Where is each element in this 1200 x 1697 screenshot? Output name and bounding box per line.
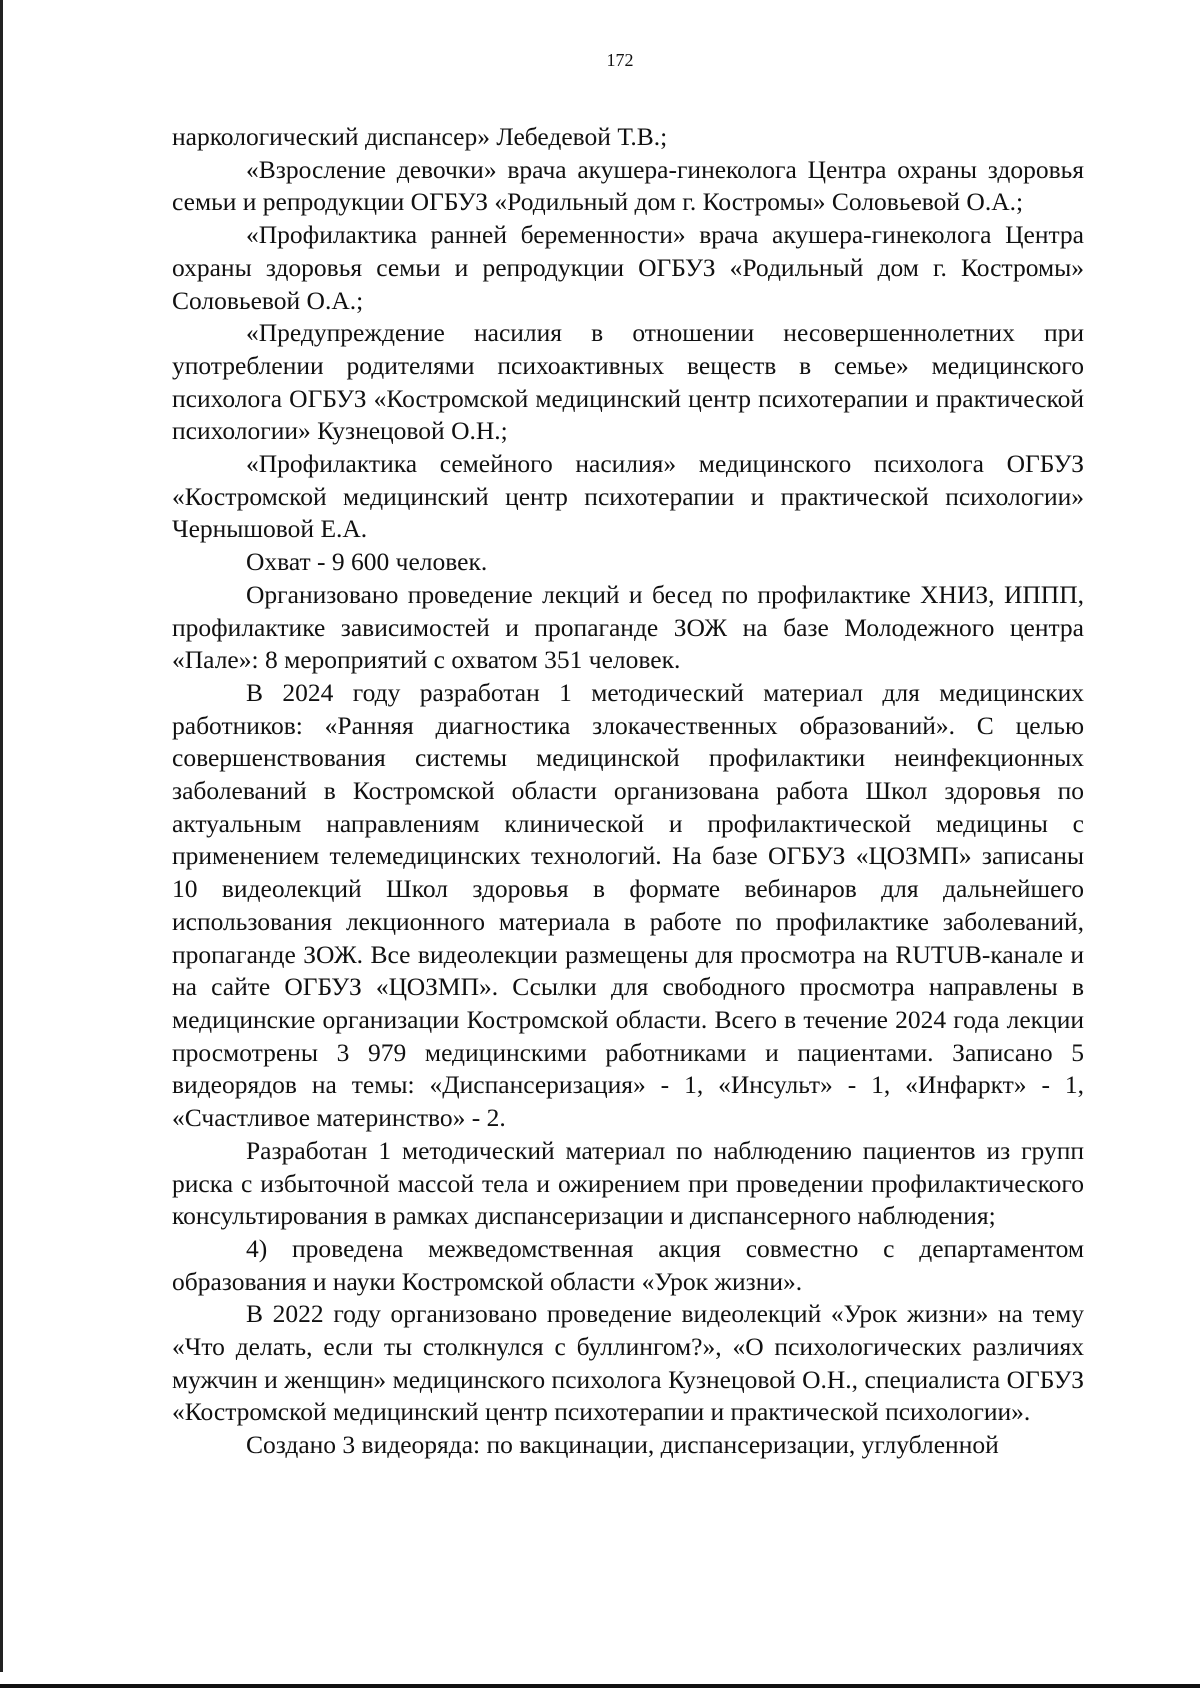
paragraph-9: Разработан 1 методический материал по наблюдению пациентов из групп риска с избыточной массой тела и ожирением при проведении профилактического консультирования в рамках диспансеризации и диспансерного наблюдения; xyxy=(172,1135,1084,1231)
paragraph-1: наркологический диспансер» Лебедевой Т.В.; xyxy=(172,122,668,151)
paragraph-5: «Профилактика семейного насилия» медицинского психолога ОГБУЗ «Костромской медицинский центр психотерапии и практической психологии» Чернышовой Е.А. xyxy=(172,449,1084,544)
paragraph-2: «Взросление девочки» врача акушера-гинеколога Центра охраны здоровья семьи и репродукции ОГБУЗ «Родильный дом г. Костромы» Соловьевой О.А.; xyxy=(172,154,1084,217)
paragraph-12: Создано 3 видеоряда: по вакцинации, диспансеризации, углубленной xyxy=(246,1430,999,1460)
scan-edge-left xyxy=(0,0,3,1672)
page-number: 172 xyxy=(606,50,634,70)
paragraph-6: Охват - 9 600 человек. xyxy=(246,547,488,577)
paragraph-11: В 2022 году организовано проведение видеолекций «Урок жизни» на тему «Что делать, если ты столкнулся с буллингом?», «О психологических различиях мужчин и женщин» медицинского психолога Кузнецовой О.Н., специалиста ОГБУЗ «Костромской медицинский центр психотерапии и практической психологии». xyxy=(172,1299,1084,1427)
paragraph-4: «Предупреждение насилия в отношении несовершеннолетних при употреблении родителями психоактивных веществ в семье» медицинского психолога ОГБУЗ «Костромской медицинский центр психотерапии и практической психологии» Кузнецовой О.Н.; xyxy=(172,318,1084,446)
document-body xyxy=(172,121,1084,1462)
scan-edge-bottom xyxy=(0,1684,1200,1688)
paragraph-3: «Профилактика ранней беременности» врача акушера-гинеколога Центра охраны здоровья семьи и репродукции ОГБУЗ «Родильный дом г. Костромы» Соловьевой О.А.; xyxy=(172,220,1084,315)
paragraph-10: 4) проведена межведомственная акция совместно с департаментом образования и науки Костромской области «Урок жизни». xyxy=(172,1233,1084,1296)
paragraph-7: Организовано проведение лекций и бесед по профилактике ХНИЗ, ИППП, профилактике зависимостей и пропаганде ЗОЖ на базе Молодежного центра «Пале»: 8 мероприятий с охватом 351 человек. xyxy=(172,579,1084,675)
paragraph-8: В 2024 году разработан 1 методический материал для медицинских работников: «Ранняя диагностика злокачественных образований». С целью совершенствования системы медицинской профилактики неинфекционных заболеваний в Костромской области организована работа Школ здоровья по актуальным направлениям клинической и профилактической медицины с применением телемедицинских технологий. На базе ОГБУЗ «ЦОЗМП» записаны 10 видеолекций Школ здоровья в формате вебинаров для дальнейшего использования лекционного материала в работе по профилактике заболеваний, пропаганде ЗОЖ. Все видеолекции размещены для просмотра на RUTUB-канале и на сайте ОГБУЗ «ЦОЗМП». Ссылки для свободного просмотра направлены в медицинские организации Костромской области. Всего в течение 2024 года лекции просмотрены 3 979 медицинскими работниками и пациентами. Записано 5 видеорядов на темы: «Диспансеризация» - 1, «Инсульт» - 1, «Инфаркт» - 1, «Счастливое материнство» - 2. xyxy=(172,677,1084,1133)
